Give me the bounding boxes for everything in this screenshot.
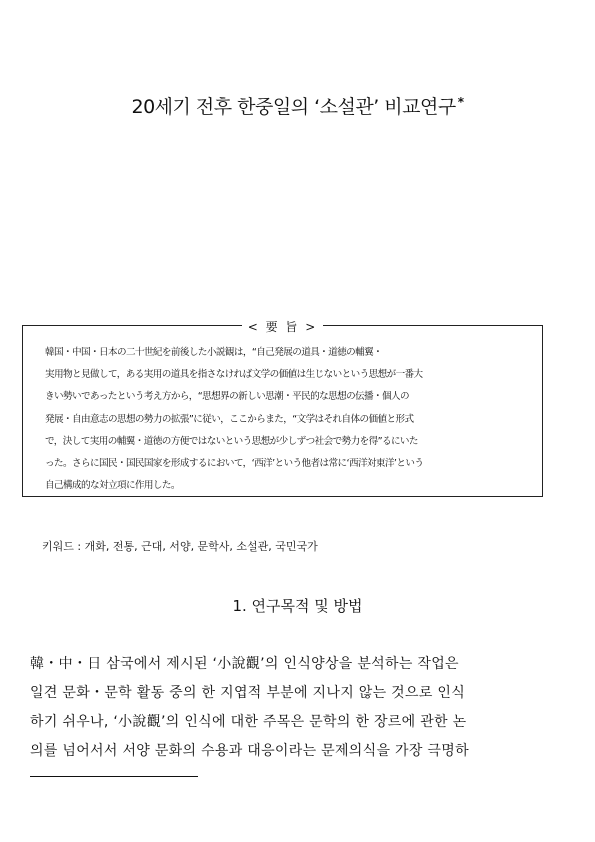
abstract-line: 韓国・中国・日本の二十世紀を前後した小説観は，“自己発展の道具・道徳の輔翼・ xyxy=(45,347,383,358)
abstract-heading-text: < 要 旨 > xyxy=(242,320,324,334)
body-line: 하기 쉬우나, ‘小說觀’의 인식에 대한 주목은 문학의 한 장르에 관한 논 xyxy=(30,714,467,730)
body-paragraph xyxy=(30,650,545,766)
abstract-line: 自己構成的な対立項に作用した。 xyxy=(45,480,180,492)
body-line: 일견 문화・문학 활동 중의 한 지엽적 부분에 지나지 않는 것으로 인식 xyxy=(30,685,466,701)
abstract-box xyxy=(22,320,543,497)
keywords: 키워드 : 개화, 전통, 근대, 서양, 문학사, 소설관, 국민국가 xyxy=(42,540,318,553)
section-heading: 1. 연구목적 및 방법 xyxy=(232,597,363,615)
abstract-line: 発展・自由意志の思想の勢力の拡張”に従い，ここからまた，“文学はそれ自体の価値と形式 xyxy=(45,413,414,425)
paper-title-text: 20세기 전후 한중일의 ‘소설관’ 비교연구 xyxy=(131,96,456,118)
paper-title xyxy=(40,92,555,119)
title-footnote-mark: * xyxy=(457,94,464,109)
abstract-line: 実用物と見做して，ある実用の道具を指さなければ文学の価値は生じないという思想が一番大 xyxy=(45,369,423,381)
abstract-line: で，決して実用の輔翼・道徳の方便ではないという思想が少しずつ社会で勢力を得”るにいた xyxy=(45,435,418,447)
body-line: 의를 넘어서서 서양 문화의 수용과 대응이라는 문제의식을 가장 극명하 xyxy=(30,743,469,759)
abstract-heading xyxy=(23,316,542,335)
footnote-divider xyxy=(30,776,198,777)
abstract-text xyxy=(45,342,522,497)
abstract-line: きい勢いであったという考え方から，“思想界の新しい思潮・平民的な思想の伝播・個人の xyxy=(45,391,410,403)
abstract-line: った。さらに国民・国民国家を形成するにおいて，‘西洋’という他者は常に‘西洋対東洋’という xyxy=(45,458,424,470)
body-line: 韓・中・日 삼국에서 제시된 ‘小說觀’의 인식양상을 분석하는 작업은 xyxy=(30,656,459,672)
